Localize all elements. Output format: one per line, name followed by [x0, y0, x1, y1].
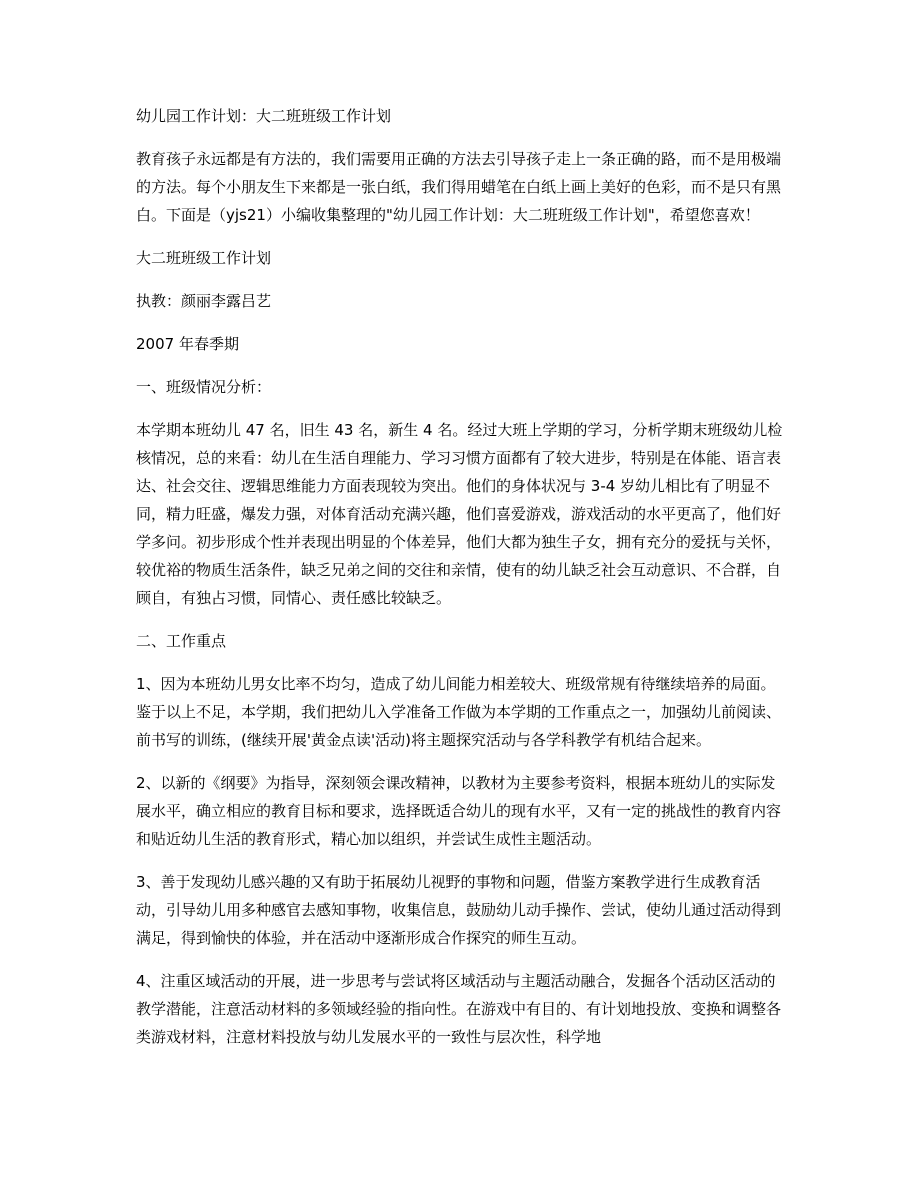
teachers-line: 执教：颜丽李露吕艺 [136, 292, 272, 310]
section1-heading: 一、班级情况分析： [136, 378, 272, 396]
intro-paragraph: 教育孩子永远都是有方法的，我们需要用正确的方法去引导孩子走上一条正确的路，而不是用极端的方法。每个小朋友生下来都是一张白纸，我们得用蜡笔在白纸上画上美好的色彩，而不是只有黑白。下面是（yjs21）小编收集整理的"幼儿园工作计划：大二班班级工作计划"，希望您喜欢！ [136, 150, 782, 224]
work-item-4: 4、注重区域活动的开展，进一步思考与尝试将区域活动与主题活动融合，发掘各个活动区活动的教学潜能，注意活动材料的多领域经验的指向性。在游戏中有目的、有计划地投放、变换和调整各类游戏材料，注意材料投放与幼儿发展水平的一致性与层次性，科学地 [136, 972, 782, 1046]
section2-heading: 二、工作重点 [136, 632, 227, 650]
work-item-3: 3、善于发现幼儿感兴趣的又有助于拓展幼儿视野的事物和问题，借鉴方案教学进行生成教育活动，引导幼儿用多种感官去感知事物，收集信息，鼓励幼儿动手操作、尝试，使幼儿通过活动得到满足，得到愉快的体验，并在活动中逐渐形成合作探究的师生互动。 [136, 873, 782, 947]
document-title: 幼儿园工作计划：大二班班级工作计划 [136, 107, 392, 125]
document-page [136, 102, 786, 1066]
work-item-1: 1、因为本班幼儿男女比率不均匀，造成了幼儿间能力相差较大、班级常规有待继续培养的局面。鉴于以上不足，本学期，我们把幼儿入学准备工作做为本学期的工作重点之一，加强幼儿前阅读、前书写的训练，(继续开展'黄金点读'活动)将主题探究活动与各学科教学有机结合起来。 [136, 675, 782, 749]
term-line: 2007 年春季期 [136, 335, 239, 353]
section1-body: 本学期本班幼儿 47 名，旧生 43 名，新生 4 名。经过大班上学期的学习，分析学期末班级幼儿检核情况，总的来看：幼儿在生活自理能力、学习习惯方面都有了较大进步，特别是在体能、语言表达、社会交往、逻辑思维能力方面表现较为突出。他们的身体状况与 3-4 岁幼儿相比有了明显不同，精力旺盛，爆发力强，对体育活动充满兴趣，他们喜爱游戏，游戏活动的水平更高了，他们好学多问。初步形成个性并表现出明显的个体差异，他们大都为独生子女，拥有充分的爱抚与关怀，较优裕的物质生活条件，缺乏兄弟之间的交往和亲情，使有的幼儿缺乏社会互动意识、不合群，自顾自，有独占习惯，同情心、责任感比较缺乏。 [136, 421, 783, 607]
work-item-2: 2、以新的《纲要》为指导，深刻领会课改精神，以教材为主要参考资料，根据本班幼儿的实际发展水平，确立相应的教育目标和要求，选择既适合幼儿的现有水平，又有一定的挑战性的教育内容和贴近幼儿生活的教育形式，精心加以组织，并尝试生成性主题活动。 [136, 774, 782, 848]
plan-title: 大二班班级工作计划 [136, 249, 272, 267]
